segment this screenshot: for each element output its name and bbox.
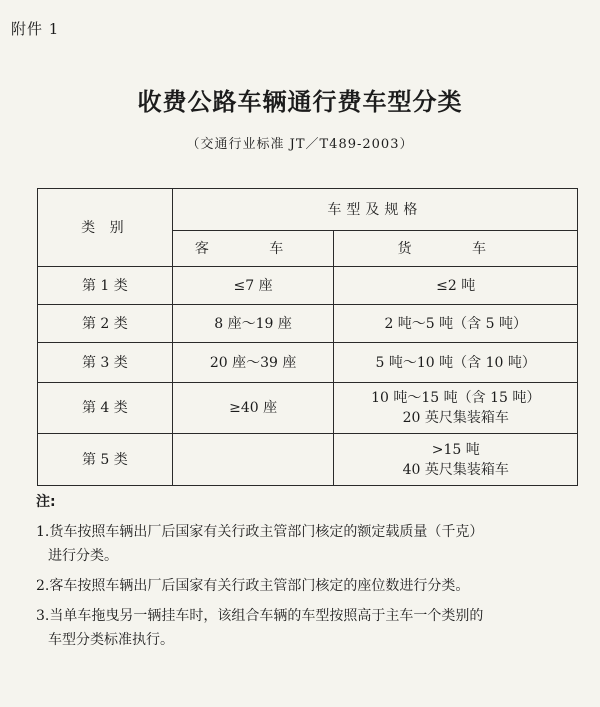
note-number: 3.	[36, 608, 50, 624]
note-number: 1.	[36, 524, 50, 540]
note-text: 客车按照车辆出厂后国家有关行政主管部门核定的座位数进行分类。	[49, 578, 470, 594]
table-row	[38, 383, 578, 434]
row-passenger: ≥40 座	[172, 383, 334, 434]
row-freight: 5 吨～10 吨（含 10 吨）	[334, 343, 578, 383]
row-category: 第 3 类	[38, 343, 173, 383]
table-row	[38, 267, 578, 305]
freight-line-1: >15 吨	[431, 441, 480, 458]
freight-line-2: 20 英尺集装箱车	[402, 410, 509, 426]
row-freight	[334, 383, 578, 434]
notes-heading: 注:	[36, 494, 56, 510]
note-text-continued: 车型分类标准执行。	[48, 632, 174, 648]
header-passenger: 客 车	[172, 231, 334, 267]
row-freight	[334, 434, 578, 486]
note-item	[36, 520, 586, 568]
row-category: 第 4 类	[38, 383, 173, 434]
row-freight: ≤2 吨	[334, 267, 578, 305]
vehicle-classification-table	[37, 188, 578, 486]
header-spec: 车型及规格	[172, 189, 577, 231]
header-category: 类 别	[38, 189, 173, 267]
table-row	[38, 305, 578, 343]
document-subtitle: （交通行业标准 JT／T489-2003）	[186, 137, 414, 152]
freight-line-1: 10 吨～15 吨（含 15 吨）	[371, 390, 541, 406]
note-number: 2.	[36, 578, 50, 594]
row-category: 第 2 类	[38, 305, 173, 343]
header-freight: 货 车	[334, 231, 578, 267]
note-text: 当单车拖曳另一辆挂车时，该组合车辆的车型按照高于主车一个类别的	[49, 608, 484, 624]
table-row	[38, 343, 578, 383]
row-passenger	[172, 434, 334, 486]
document-title: 收费公路车辆通行费车型分类	[137, 88, 463, 116]
note-item	[36, 574, 586, 598]
row-passenger: ≤7 座	[172, 267, 334, 305]
row-passenger: 20 座～39 座	[172, 343, 334, 383]
freight-line-2: 40 英尺集装箱车	[402, 461, 509, 478]
table-row	[38, 434, 578, 486]
row-passenger: 8 座～19 座	[172, 305, 334, 343]
attachment-label: 附件 1	[11, 20, 60, 38]
row-freight: 2 吨～5 吨（含 5 吨）	[334, 305, 578, 343]
row-category: 第 5 类	[38, 434, 173, 486]
note-text-continued: 进行分类。	[48, 548, 118, 564]
note-item	[36, 604, 586, 652]
row-category: 第 1 类	[38, 267, 173, 305]
note-text: 货车按照车辆出厂后国家有关行政主管部门核定的额定载质量（千克）	[49, 524, 484, 540]
notes-section	[36, 490, 586, 658]
